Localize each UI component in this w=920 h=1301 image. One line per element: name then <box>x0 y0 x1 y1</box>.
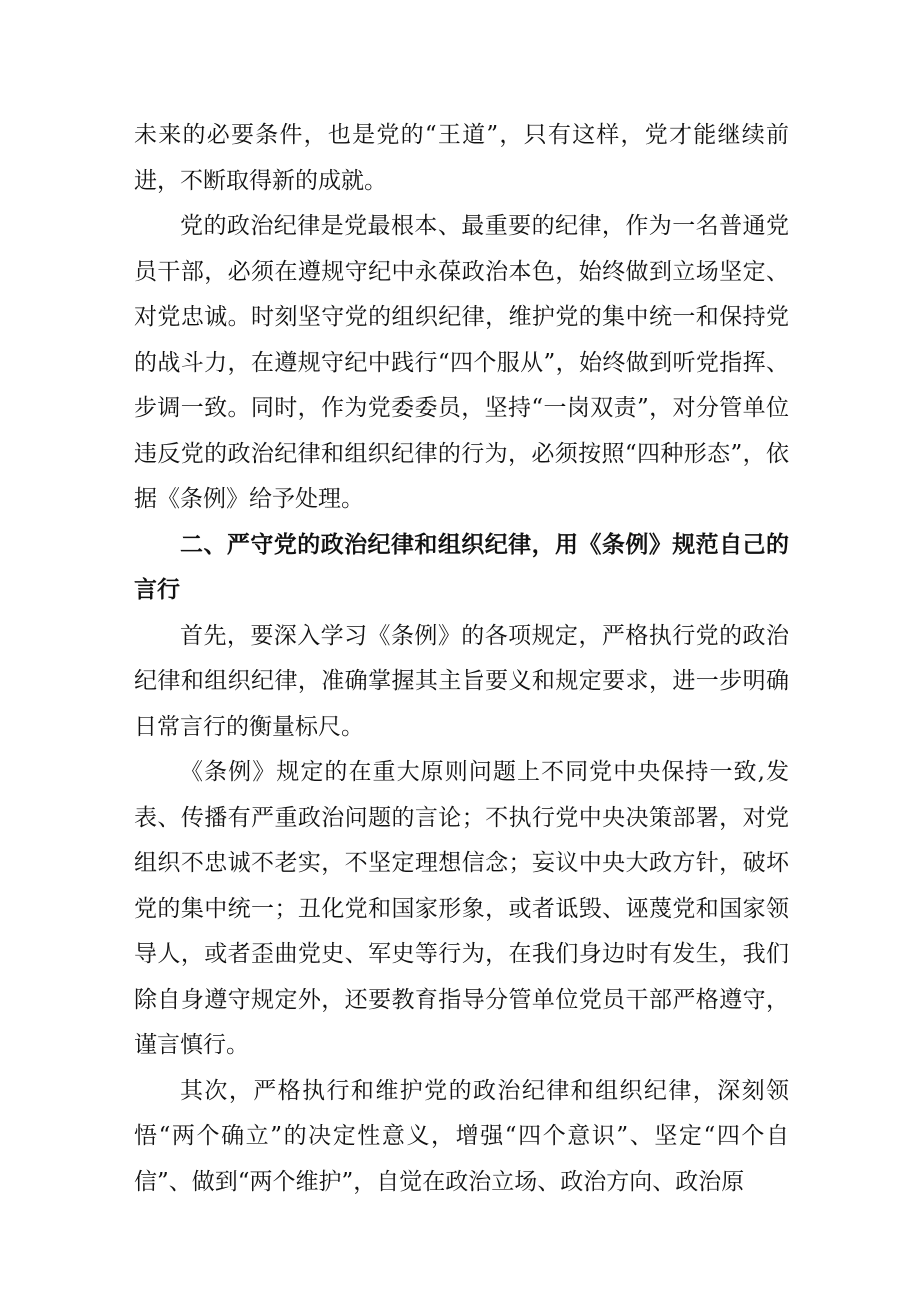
paragraph-regulation-provisions: 《条例》规定的在重大原则问题上不同党中央保持一致,发表、传播有严重政治问题的言论；不执行党中央决策部署，对党组织不忠诚不老实，不坚定理想信念；妄议中央大政方针，破坏党的集中统一；丑化党和国家形象，或者诋毁、诬蔑党和国家领导人，或者歪曲党史、军史等行为，在我们身边时有发生，我们除自身遵守规定外，还要教育指导分管单位党员干部严格遵守，谨言慎行。 <box>134 759 789 1058</box>
paragraph-study-regulations: 首先，要深入学习《条例》的各项规定，严格执行党的政治纪律和组织纪律，准确掌握其主旨要义和规定要求，进一步明确日常言行的衡量标尺。 <box>134 622 789 740</box>
paragraph-continuation: 未来的必要条件，也是党的“王道”，只有这样，党才能继续前进，不断取得新的成就。 <box>134 122 789 194</box>
document-body <box>134 113 789 1205</box>
section-heading: 二、严守党的政治纪律和组织纪律，用《条例》规范自己的言行 <box>134 531 789 603</box>
paragraph-enforce-discipline: 其次，严格执行和维护党的政治纪律和组织纪律，深刻领悟“两个确立”的决定性意义，增强“四个意识”、坚定“四个自信”、做到“两个维护”，自觉在政治立场、政治方向、政治原 <box>134 1077 789 1195</box>
paragraph-political-discipline: 党的政治纪律是党最根本、最重要的纪律，作为一名普通党员干部，必须在遵规守纪中永葆政治本色，始终做到立场坚定、对党忠诚。时刻坚守党的组织纪律，维护党的集中统一和保持党的战斗力，在遵规守纪中践行“四个服从”，始终做到听党指挥、步调一致。同时，作为党委委员，坚持“一岗双责”，对分管单位违反党的政治纪律和组织纪律的行为，必须按照“四种形态”，依据《条例》给予处理。 <box>134 213 789 512</box>
